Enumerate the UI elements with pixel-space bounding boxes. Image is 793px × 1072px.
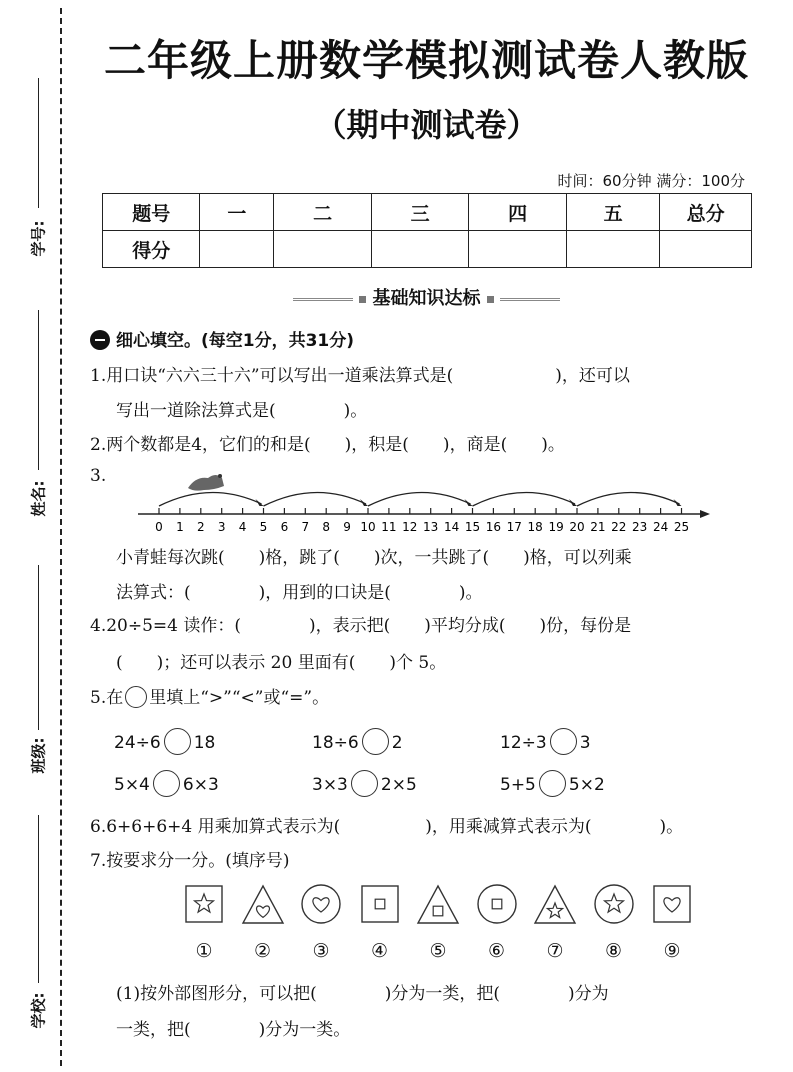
deco-square-icon	[487, 296, 494, 303]
shape-triangle-heart-icon	[243, 884, 285, 930]
question-4-line-b: ( )；还可以表示 20 里面有( )个 5。	[116, 653, 447, 673]
number-line-tick-label: 23	[632, 520, 648, 534]
score-cell: 二	[274, 194, 371, 231]
number-line-tick-label: 14	[443, 520, 460, 534]
shape-square-square-icon	[360, 884, 402, 930]
comparison-answer-circle[interactable]	[362, 728, 389, 755]
shape-circle-star-icon	[594, 884, 636, 930]
question-3-line-b: 法算式：( )，用到的口诀是( )。	[116, 583, 483, 603]
shape-number-label: ⑦	[546, 940, 564, 962]
comparison-right: 2×5	[380, 775, 417, 795]
comparison-right: 6×3	[182, 775, 219, 795]
number-line-tick-label: 8	[322, 520, 331, 534]
frog-icon	[188, 474, 224, 491]
number-line-tick-label: 3	[217, 520, 226, 534]
comparison-item	[500, 728, 591, 755]
score-cell: 一	[200, 194, 274, 231]
shape-circle-square-icon	[477, 884, 519, 930]
section-title: 基础知识达标	[372, 288, 481, 309]
score-cell: 题号	[103, 194, 200, 231]
jump-arc	[264, 492, 367, 506]
shape-square-heart-icon	[652, 884, 694, 930]
comparison-right: 2	[391, 733, 403, 753]
shape-number-label: ⑥	[487, 940, 506, 962]
number-line-tick-label: 25	[673, 520, 690, 534]
comparison-item	[114, 770, 219, 797]
number-line-tick-label: 17	[506, 520, 522, 534]
class-field-line[interactable]	[38, 565, 39, 730]
number-line-tick-label: 9	[343, 520, 351, 534]
shape-circle-heart-icon	[301, 884, 343, 930]
shape-square-star-icon	[184, 884, 226, 930]
jump-arc	[368, 492, 471, 506]
binding-dashed-line	[60, 8, 62, 1066]
score-header-row	[103, 194, 752, 231]
section-heading	[0, 284, 793, 310]
shape-number-label: ①	[195, 940, 213, 962]
deco-line-left	[293, 298, 353, 301]
number-line-arrowhead	[700, 510, 710, 518]
number-line-tick-label: 10	[360, 520, 376, 534]
shape-triangle-star-icon	[535, 884, 577, 930]
question-5-prefix: 5.在	[90, 688, 124, 708]
comparison-left: 24÷6	[114, 733, 161, 753]
jump-arc	[473, 492, 576, 506]
question-number-one-icon	[90, 330, 110, 350]
score-input[interactable]	[660, 231, 752, 268]
question-7-1-line-b: 一类，把( )分为一类。	[116, 1020, 351, 1040]
comparison-left: 12÷3	[500, 733, 547, 753]
number-field-label: 学号:	[29, 220, 48, 257]
number-line-tick-label: 0	[155, 520, 163, 534]
comparison-item	[114, 728, 215, 755]
score-input[interactable]	[566, 231, 660, 268]
number-line-tick-label: 20	[569, 520, 585, 534]
jump-arc	[159, 492, 262, 506]
question-group-title	[90, 326, 354, 351]
number-line-tick-label: 19	[548, 520, 564, 534]
number-line-figure	[130, 460, 720, 538]
comparison-answer-circle[interactable]	[539, 770, 566, 797]
shape-number-label: ③	[312, 940, 330, 962]
question-5	[90, 683, 329, 708]
number-line-tick-label: 5	[259, 520, 268, 534]
deco-line-right	[500, 298, 560, 301]
number-line-tick-label: 21	[590, 520, 606, 534]
number-line-tick-label: 6	[280, 520, 289, 534]
number-line-tick-label: 1	[176, 520, 184, 534]
shape-number-label: ⑤	[429, 940, 447, 962]
number-line-tick-label: 22	[611, 520, 627, 534]
comparison-item	[500, 770, 605, 797]
comparison-answer-circle[interactable]	[164, 728, 191, 755]
question-1-line-a: 1.用口诀“六六三十六”可以写出一道乘法算式是( )，还可以	[90, 366, 630, 386]
number-line-tick-label: 4	[238, 520, 247, 534]
question-group-text: 细心填空。(每空1分，共31分)	[116, 331, 355, 351]
exam-info: 时间：60分钟 满分：100分	[557, 172, 745, 190]
score-cell: 五	[566, 194, 660, 231]
comparison-answer-circle[interactable]	[153, 770, 180, 797]
question-6: 6.6+6+6+4 用乘加算式表示为( )，用乘减算式表示为( )。	[90, 817, 684, 837]
comparison-left: 3×3	[312, 775, 348, 795]
question-3-line-a: 小青蛙每次跳( )格，跳了( )次，一共跳了( )格，可以列乘	[116, 548, 632, 568]
question-7: 7.按要求分一分。(填序号)	[90, 851, 290, 871]
comparison-right: 18	[193, 733, 216, 753]
shape-number-label: ④	[370, 940, 389, 962]
score-input[interactable]	[200, 231, 274, 268]
question-3-label: 3.	[90, 466, 107, 486]
comparison-left: 5×4	[114, 775, 150, 795]
shape-number-label: ⑨	[663, 940, 681, 962]
shape-number-label: ⑧	[604, 940, 623, 962]
comparison-left: 5+5	[500, 775, 536, 795]
name-field-line[interactable]	[38, 310, 39, 470]
answer-circle-icon	[125, 686, 147, 708]
shape-number-label: ②	[253, 940, 272, 962]
score-value-row	[103, 231, 752, 268]
score-input[interactable]	[469, 231, 566, 268]
comparison-item	[312, 770, 417, 797]
comparison-item	[312, 728, 403, 755]
name-field-label: 姓名:	[29, 480, 48, 517]
comparison-right: 3	[579, 733, 591, 753]
shape-triangle-square-icon	[418, 884, 460, 930]
number-line-tick-label: 12	[402, 520, 418, 534]
score-row-label: 得分	[103, 231, 200, 268]
question-2: 2.两个数都是4，它们的和是( )，积是( )，商是( )。	[90, 435, 565, 455]
jump-arc	[577, 492, 680, 506]
number-line-tick-label: 15	[464, 520, 481, 534]
page-subtitle: （期中测试卷）	[314, 106, 539, 144]
score-cell: 四	[469, 194, 566, 231]
question-5-suffix: 里填上“>”“<”或“=”。	[149, 688, 330, 708]
question-7-1-line-a: (1)按外部图形分，可以把( )分为一类，把( )分为	[116, 984, 609, 1004]
comparison-right: 5×2	[568, 775, 605, 795]
question-4-line-a: 4.20÷5=4 读作：( )，表示把( )平均分成( )份，每份是	[90, 616, 632, 636]
comparison-answer-circle[interactable]	[351, 770, 378, 797]
number-line-tick-label: 16	[485, 520, 502, 534]
school-field-label: 学校:	[29, 992, 48, 1029]
deco-square-icon	[359, 296, 366, 303]
number-line-tick-label: 11	[381, 520, 397, 534]
score-input[interactable]	[371, 231, 468, 268]
page-title: 二年级上册数学模拟测试卷人教版	[103, 36, 749, 85]
score-input[interactable]	[274, 231, 371, 268]
score-cell: 三	[371, 194, 468, 231]
question-1-line-b: 写出一道除法算式是( )。	[116, 401, 368, 421]
school-field-line[interactable]	[38, 815, 39, 983]
score-table	[102, 193, 752, 268]
comparison-left: 18÷6	[312, 733, 359, 753]
number-line-tick-label: 7	[301, 520, 310, 534]
comparison-answer-circle[interactable]	[550, 728, 577, 755]
number-line-tick-label: 13	[423, 520, 439, 534]
number-line-tick-label: 24	[652, 520, 669, 534]
number-line-tick-label: 18	[527, 520, 543, 534]
score-cell: 总分	[660, 194, 752, 231]
number-line-tick-label: 2	[196, 520, 205, 534]
class-field-label: 班级:	[29, 737, 48, 774]
